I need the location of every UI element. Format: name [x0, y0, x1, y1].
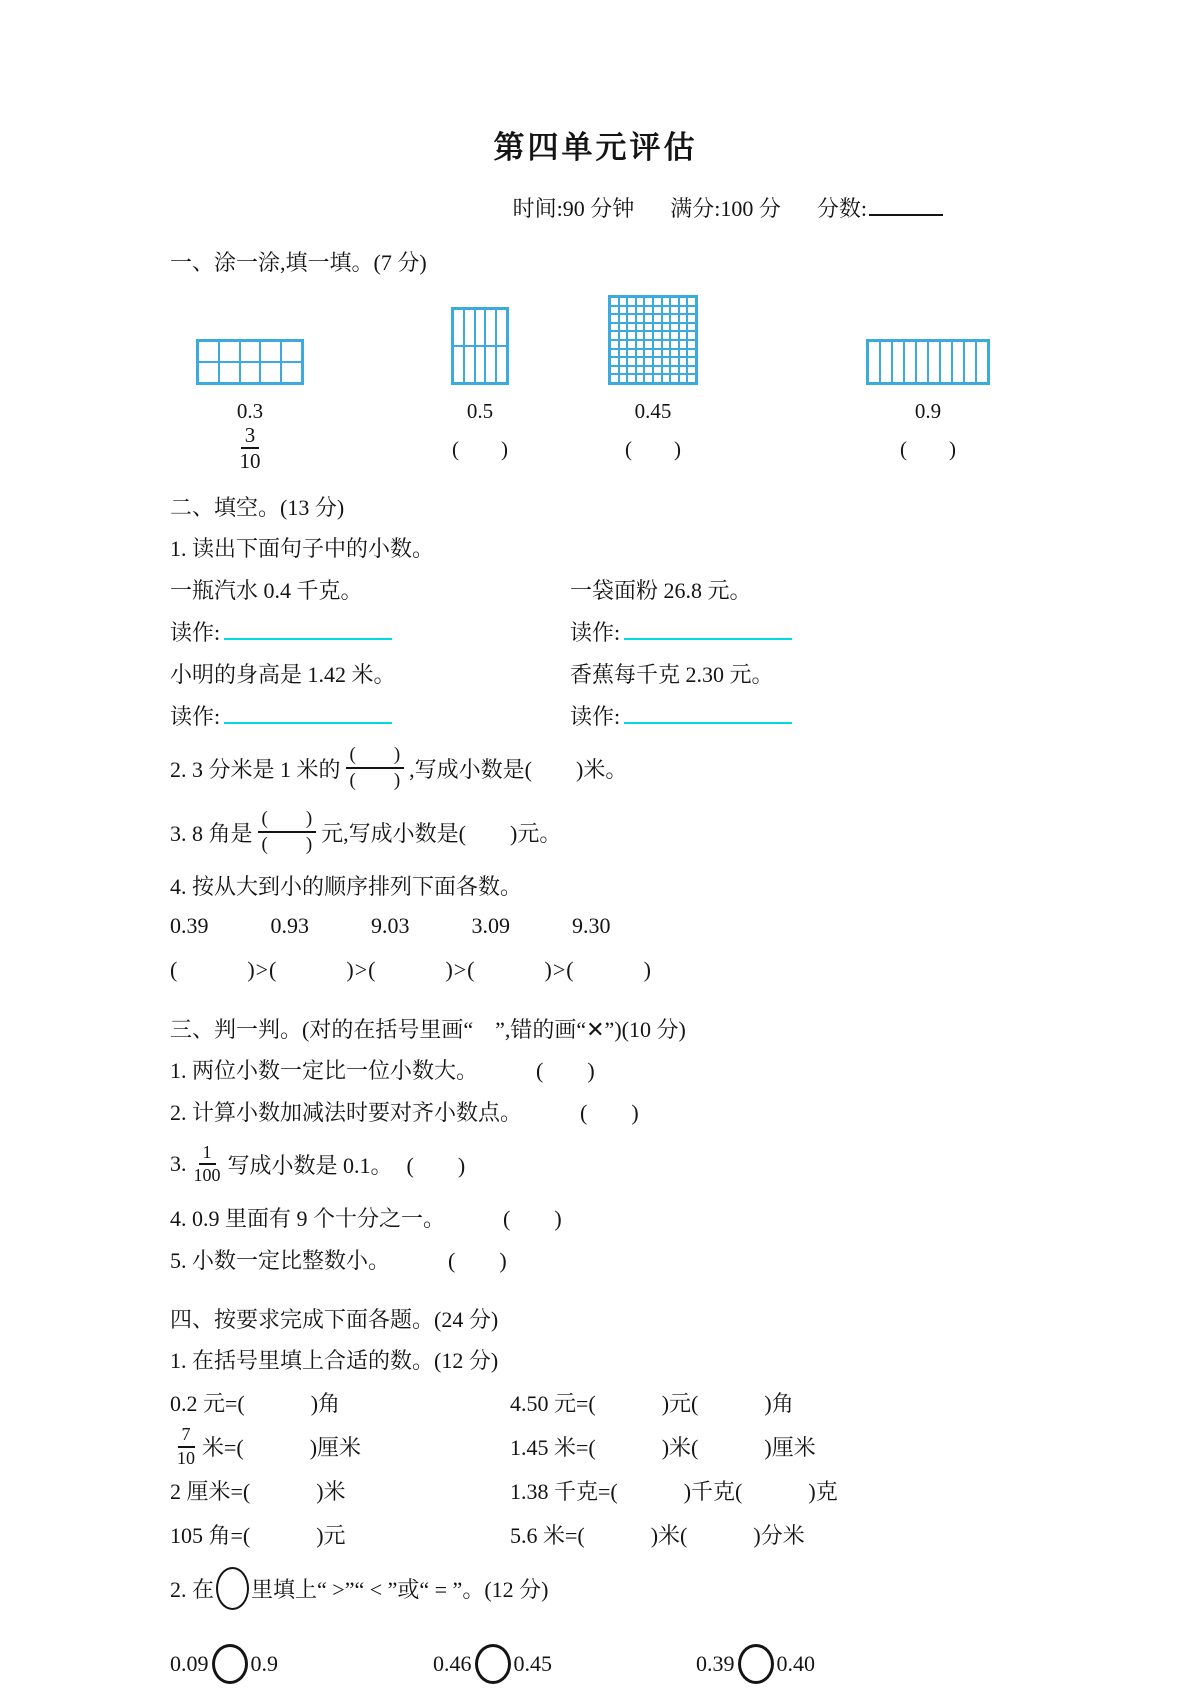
fraction-denominator: 100	[193, 1165, 221, 1186]
grid-cell	[644, 340, 653, 349]
grid-cell	[892, 341, 904, 383]
grid-cell	[904, 341, 916, 383]
answer-parentheses: ( )	[625, 437, 681, 462]
grid-cell	[627, 323, 636, 332]
grid-cell	[281, 341, 302, 362]
grid-cell	[644, 323, 653, 332]
grid-item-tenths-0-3	[170, 285, 330, 474]
grid-cell	[976, 341, 988, 383]
grid-cell	[610, 323, 619, 332]
grid-cell	[687, 349, 696, 358]
grid-cell	[636, 314, 645, 323]
conversion-left: 0.2 元=( )角	[170, 1390, 341, 1416]
number-item: 0.93	[270, 913, 309, 939]
grid-cell	[653, 323, 662, 332]
grid-cell	[496, 346, 507, 383]
grid-cell	[619, 331, 628, 340]
tenths-grid-5x2-portrait	[451, 307, 509, 385]
s4-q1-row-3	[170, 1468, 1021, 1512]
grid-cell	[644, 374, 653, 383]
fraction-7-10	[175, 1424, 197, 1469]
grid-cell	[636, 306, 645, 315]
comparison-circle	[738, 1644, 774, 1684]
figure-area	[866, 285, 990, 385]
grid-cell	[619, 349, 628, 358]
section4-heading: 四、按要求完成下面各题。(24 分)	[170, 1306, 499, 1332]
fraction-denominator-blank: ( )	[261, 834, 313, 856]
grid-cell	[670, 323, 679, 332]
fraction-1-100	[192, 1142, 223, 1187]
grid-cell	[687, 366, 696, 375]
comparison-item	[433, 1644, 696, 1684]
grid-cell	[670, 340, 679, 349]
read-blank-left	[170, 699, 570, 731]
grid-cell	[453, 309, 464, 346]
comparison-left-value: 0.09	[170, 1651, 209, 1677]
grid-cell	[496, 309, 507, 346]
s2-q4-numbers	[170, 906, 1021, 946]
grid-cell	[627, 340, 636, 349]
grid-cell	[653, 331, 662, 340]
grid-cell	[653, 306, 662, 315]
number-item: 9.30	[572, 913, 611, 939]
answer-parentheses: ( )	[503, 1205, 562, 1231]
blank-fraction	[346, 743, 405, 793]
fraction-numerator: 3	[241, 423, 260, 449]
judge-text: 2. 计算小数加减法时要对齐小数点。	[170, 1099, 523, 1125]
grid-cell	[485, 309, 496, 346]
grid-cell	[240, 341, 261, 362]
comparison-circle	[212, 1644, 248, 1684]
q2-post-text: 里填上“ >”“ < ”或“ = ”。(12 分)	[251, 1576, 549, 1602]
grid-cell	[198, 341, 219, 362]
grid-item-hundredths-0-45	[578, 285, 728, 468]
s4-q1-row-2	[170, 1424, 1021, 1468]
grid-cell	[627, 366, 636, 375]
grid-cell	[670, 374, 679, 383]
section1-heading: 一、涂一涂,填一填。(7 分)	[170, 249, 427, 275]
grid-cell	[644, 357, 653, 366]
s4-q2-text	[170, 1556, 1021, 1620]
hundredths-grid-10x10	[608, 295, 698, 385]
number-item: 3.09	[471, 913, 510, 939]
grid-cell	[627, 314, 636, 323]
time-label: 时间:90 分钟	[512, 196, 635, 222]
judge-text: 4. 0.9 里面有 9 个十分之一。	[170, 1205, 446, 1231]
answer-parentheses: ( )	[406, 1152, 466, 1178]
grid-cell	[627, 331, 636, 340]
grid-cell	[644, 366, 653, 375]
grid-cell	[610, 349, 619, 358]
q3-post-text: 元,写成小数是( )元。	[321, 820, 562, 846]
figure-area	[196, 285, 304, 385]
grid-cell	[662, 297, 671, 306]
grid-cell	[219, 341, 240, 362]
grid-cell	[880, 341, 892, 383]
grid-item-tenths-0-5	[405, 285, 555, 468]
grid-cell	[670, 331, 679, 340]
grid-cell	[619, 323, 628, 332]
s2-q2	[170, 736, 1021, 800]
grid-cell	[687, 357, 696, 366]
grid-cell	[464, 346, 475, 383]
s2-q3	[170, 800, 1021, 864]
grid-cell	[644, 297, 653, 306]
s3-item-4	[170, 1196, 1021, 1238]
grid-label: 0.9	[914, 399, 942, 424]
sentence-left: 一瓶汽水 0.4 千克。	[170, 577, 363, 603]
fraction-numerator: 1	[199, 1142, 216, 1166]
grid-cell	[679, 331, 688, 340]
read-label: 读作:	[170, 620, 221, 646]
s2-q1-text: 1. 读出下面句子中的小数。	[170, 535, 435, 561]
grid-cell	[679, 306, 688, 315]
s2-q1-read-row-2	[170, 694, 1021, 736]
tenths-grid-5x2	[196, 339, 304, 385]
answer-parentheses: ( )	[536, 1057, 595, 1083]
grid-cell	[670, 357, 679, 366]
grid-cell	[453, 346, 464, 383]
s2-q4-text: 4. 按从大到小的顺序排列下面各数。	[170, 873, 523, 899]
grid-cell	[952, 341, 964, 383]
grid-cell	[679, 323, 688, 332]
grid-cell	[475, 346, 486, 383]
grid-cell	[653, 374, 662, 383]
exam-info-line	[513, 191, 943, 223]
fraction-3-10	[238, 423, 263, 473]
grid-cell	[627, 306, 636, 315]
read-label: 读作:	[570, 620, 621, 646]
comparison-left-value: 0.46	[433, 1651, 472, 1677]
answer-parentheses: ( )	[452, 437, 508, 462]
grid-cell	[687, 331, 696, 340]
grid-label: 0.5	[466, 399, 494, 424]
grid-cell	[485, 346, 496, 383]
q3-pre-text: 3. 8 角是	[170, 820, 253, 846]
grid-item-tenths-0-9	[843, 285, 1013, 468]
full-score-label: 满分:100 分	[670, 196, 781, 222]
tenths-grid-10x1	[866, 339, 990, 385]
grid-cell	[670, 314, 679, 323]
grid-cell	[619, 374, 628, 383]
comparison-item	[170, 1644, 433, 1684]
s4-q1-row-4	[170, 1512, 1021, 1556]
grid-fraction	[233, 422, 268, 474]
grid-cell	[610, 374, 619, 383]
sentence-right: 香蕉每千克 2.30 元。	[570, 661, 774, 687]
grid-cell	[627, 297, 636, 306]
grid-cell	[636, 297, 645, 306]
number-item: 9.03	[371, 913, 410, 939]
grid-cell	[653, 340, 662, 349]
s3-item-2	[170, 1090, 1021, 1132]
answer-underline	[224, 699, 392, 724]
judge-text: 5. 小数一定比整数小。	[170, 1247, 391, 1273]
fraction-numerator-blank: ( )	[258, 807, 317, 833]
grid-cell	[687, 323, 696, 332]
grid-cell	[619, 340, 628, 349]
s2-q1-sentence-row-2	[170, 652, 1021, 694]
grid-cell	[964, 341, 976, 383]
page-title: 第四单元评估	[493, 130, 698, 165]
grid-cell	[619, 357, 628, 366]
comparison-right-value: 0.40	[776, 1651, 815, 1677]
figure-area	[451, 285, 509, 385]
grid-cell	[636, 331, 645, 340]
grid-label: 0.3	[236, 399, 264, 424]
s3-item-1	[170, 1048, 1021, 1090]
read-blank-left	[170, 615, 570, 647]
grid-cell	[687, 374, 696, 383]
grid-cell	[644, 314, 653, 323]
grid-cell	[610, 297, 619, 306]
grid-cell	[687, 306, 696, 315]
grid-cell	[198, 362, 219, 383]
grid-cell	[687, 314, 696, 323]
fraction-denominator-blank: ( )	[349, 770, 401, 792]
grid-cell	[619, 314, 628, 323]
grid-cell	[610, 366, 619, 375]
grid-cell	[644, 306, 653, 315]
grid-figures-row	[170, 285, 1021, 474]
s2-q1-read-row-1	[170, 610, 1021, 652]
grid-cell	[662, 366, 671, 375]
grid-cell	[687, 340, 696, 349]
read-label: 读作:	[170, 704, 221, 730]
grid-cell	[653, 366, 662, 375]
grid-cell	[636, 374, 645, 383]
read-label: 读作:	[570, 704, 621, 730]
answer-parentheses: ( )	[900, 437, 956, 462]
grid-cell	[670, 297, 679, 306]
answer-underline	[224, 615, 392, 640]
score-label-text: 分数:	[816, 196, 867, 222]
grid-cell	[619, 366, 628, 375]
judge-text: 1. 两位小数一定比一位小数大。	[170, 1057, 479, 1083]
grid-cell	[670, 366, 679, 375]
grid-cell	[636, 349, 645, 358]
number-item: 0.39	[170, 913, 209, 939]
grid-cell	[610, 331, 619, 340]
grid-cell	[687, 297, 696, 306]
conversion-left: 105 角=( )元	[170, 1522, 346, 1548]
grid-cell	[281, 362, 302, 383]
grid-cell	[928, 341, 940, 383]
grid-cell	[662, 349, 671, 358]
grid-cell	[610, 340, 619, 349]
grid-cell	[662, 374, 671, 383]
comparison-right-value: 0.9	[250, 1651, 278, 1677]
score-blank-line	[869, 191, 943, 216]
q2-pre-text: 2. 在	[170, 1576, 215, 1602]
grid-cell	[636, 340, 645, 349]
grid-cell	[636, 323, 645, 332]
comparison-left-value: 0.39	[696, 1651, 735, 1677]
grid-cell	[627, 349, 636, 358]
conversion-left-text: 米=( )厘米	[202, 1435, 362, 1461]
grid-cell	[644, 349, 653, 358]
answer-parentheses: ( )	[448, 1247, 507, 1273]
grid-cell	[670, 306, 679, 315]
comparison-item	[696, 1644, 1021, 1684]
score-label	[817, 191, 943, 223]
s2-q1-sentence-row-1	[170, 568, 1021, 610]
conversion-right: 5.6 米=( )米( )分米	[510, 1522, 805, 1548]
judge-text: 3.	[170, 1151, 187, 1177]
grid-cell	[679, 314, 688, 323]
section3-heading: 三、判一判。(对的在括号里画“ ”,错的画“✕”)(10 分)	[170, 1016, 686, 1042]
grid-label: 0.45	[634, 399, 672, 424]
fraction-denominator: 10	[239, 449, 261, 474]
answer-parentheses: ( )	[580, 1099, 639, 1125]
grid-cell	[653, 297, 662, 306]
grid-cell	[644, 331, 653, 340]
grid-cell	[636, 366, 645, 375]
grid-cell	[653, 357, 662, 366]
s3-item-5	[170, 1238, 1021, 1280]
grid-cell	[679, 340, 688, 349]
grid-cell	[662, 340, 671, 349]
sentence-right: 一袋面粉 26.8 元。	[570, 577, 752, 603]
answer-underline	[624, 699, 792, 724]
grid-cell	[653, 314, 662, 323]
grid-cell	[940, 341, 952, 383]
grid-cell	[916, 341, 928, 383]
conversion-right: 1.38 千克=( )千克( )克	[510, 1478, 838, 1504]
q2-pre-text: 2. 3 分米是 1 米的	[170, 756, 341, 782]
grid-cell	[662, 306, 671, 315]
grid-cell	[679, 297, 688, 306]
conversion-right: 1.45 米=( )米( )厘米	[510, 1435, 816, 1461]
circle-placeholder-icon	[216, 1567, 249, 1610]
conversion-left	[170, 1424, 510, 1469]
grid-cell	[679, 366, 688, 375]
grid-cell	[653, 349, 662, 358]
answer-underline	[624, 615, 792, 640]
grid-cell	[619, 306, 628, 315]
fraction-denominator: 10	[177, 1447, 195, 1468]
conversion-right: 4.50 元=( )元( )角	[510, 1390, 794, 1416]
comparison-circle	[475, 1644, 511, 1684]
grid-cell	[670, 349, 679, 358]
q2-post-text: ,写成小数是( )米。	[409, 756, 628, 782]
grid-cell	[627, 374, 636, 383]
grid-cell	[219, 362, 240, 383]
grid-cell	[610, 357, 619, 366]
grid-cell	[662, 323, 671, 332]
grid-cell	[662, 331, 671, 340]
grid-cell	[679, 349, 688, 358]
s3-item-3	[170, 1132, 1021, 1196]
grid-cell	[610, 306, 619, 315]
grid-cell	[260, 362, 281, 383]
blank-fraction	[258, 807, 317, 857]
grid-cell	[240, 362, 261, 383]
section2-heading: 二、填空。(13 分)	[170, 494, 345, 520]
judge-text: 写成小数是 0.1。	[227, 1152, 393, 1178]
read-blank-right	[570, 615, 1021, 647]
grid-cell	[619, 297, 628, 306]
grid-cell	[679, 374, 688, 383]
grid-cell	[636, 357, 645, 366]
grid-cell	[464, 309, 475, 346]
grid-cell	[610, 314, 619, 323]
grid-cell	[662, 314, 671, 323]
sentence-left: 小明的身高是 1.42 米。	[170, 661, 396, 687]
read-blank-right	[570, 699, 1021, 731]
grid-cell	[868, 341, 880, 383]
comparison-right-value: 0.45	[513, 1651, 552, 1677]
fraction-numerator: 7	[178, 1424, 195, 1448]
grid-cell	[679, 357, 688, 366]
grid-cell	[627, 357, 636, 366]
s4-q2-comparisons	[170, 1638, 1021, 1690]
fraction-numerator-blank: ( )	[346, 743, 405, 769]
s4-q1-row-1	[170, 1380, 1021, 1424]
s4-q1-text: 1. 在括号里填上合适的数。(12 分)	[170, 1347, 499, 1373]
grid-cell	[260, 341, 281, 362]
figure-area	[608, 285, 698, 385]
grid-cell	[475, 309, 486, 346]
conversion-left: 2 厘米=( )米	[170, 1478, 346, 1504]
s2-q4-ordering-blanks: ( )>( )>( )>( )>( )	[170, 956, 652, 982]
grid-cell	[662, 357, 671, 366]
